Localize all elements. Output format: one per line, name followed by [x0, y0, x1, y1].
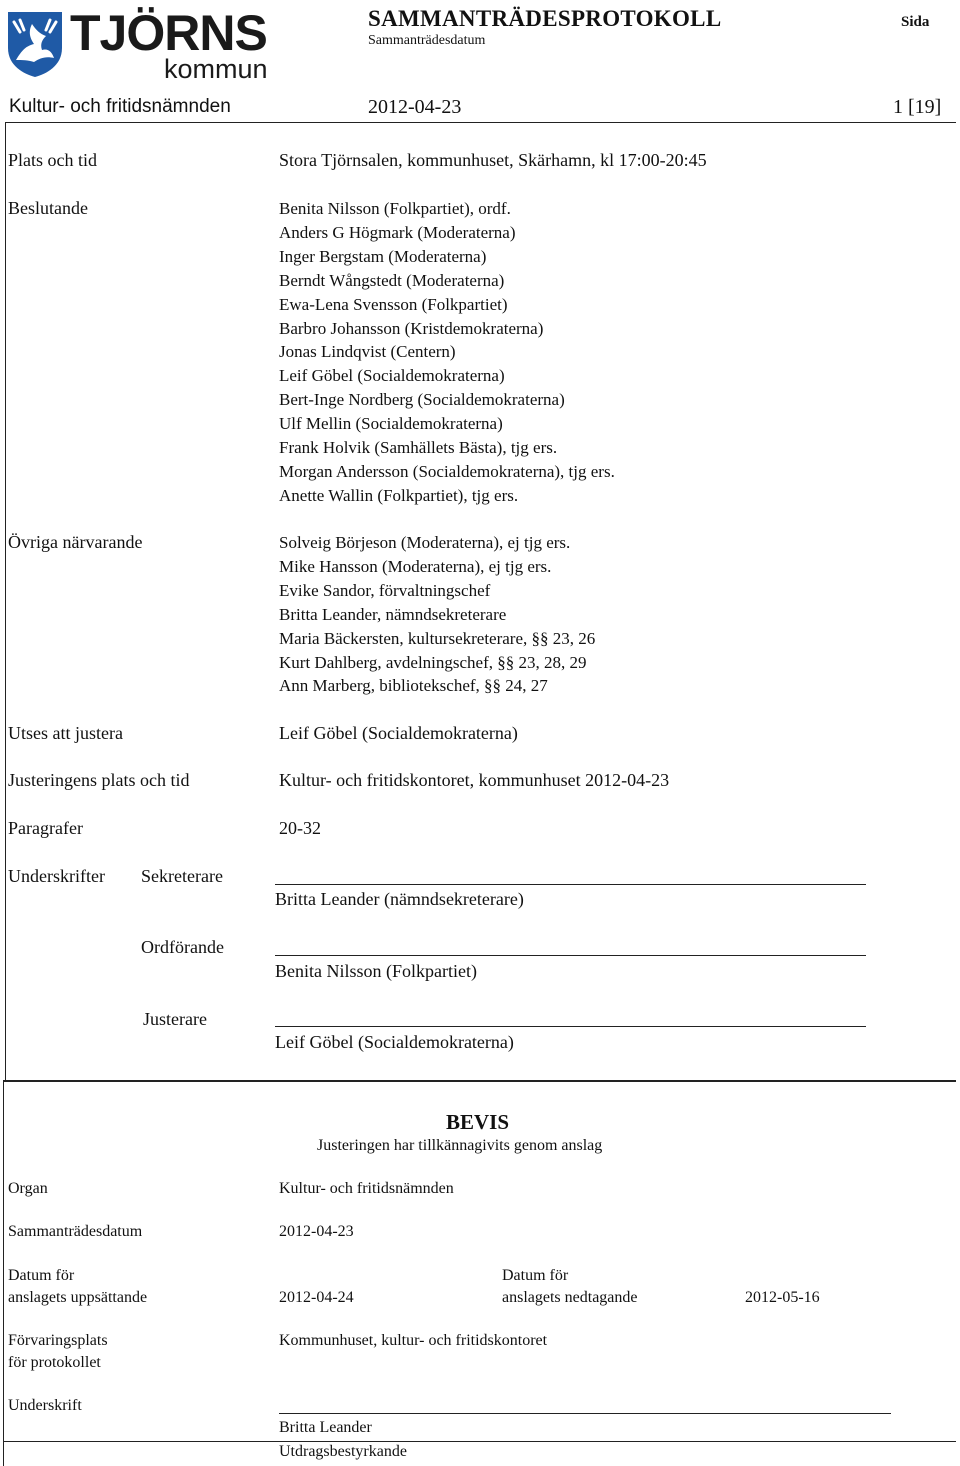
list-item: Evike Sandor, förvaltningschef: [279, 580, 491, 600]
role-secretary: Sekreterare: [141, 866, 223, 886]
coat-of-arms-icon: [6, 10, 64, 78]
signatures-label: Underskrifter: [8, 866, 105, 886]
list-item: Mike Hansson (Moderaterna), ej tjg ers.: [279, 556, 552, 576]
signature-label: Underskrift: [8, 1397, 82, 1414]
adjust-place-value: Kultur- och fritidskontoret, kommunhuset 2012-04-23: [279, 770, 670, 790]
meeting-date-label: Sammanträdesdatum: [8, 1223, 143, 1240]
document-title: SAMMANTRÄDESPROTOKOLL: [368, 6, 722, 31]
left-border-top: [5, 122, 6, 1080]
bevis-signature-line[interactable]: [279, 1413, 891, 1414]
page-label: Sida: [901, 14, 930, 30]
place-label: Plats och tid: [8, 150, 97, 170]
storage-label-line2: för protokollet: [8, 1354, 101, 1371]
adjust-place-label: Justeringens plats och tid: [8, 770, 190, 790]
header-divider: [5, 122, 956, 123]
committee-name: Kultur- och fritidsnämnden: [9, 96, 231, 117]
list-item: Benita Nilsson (Folkpartiet), ordf.: [279, 199, 511, 218]
logo-text-sub: kommun: [164, 54, 268, 84]
logo-text-main: TJÖRNS: [70, 5, 267, 61]
signature-line-adjuster[interactable]: [275, 1026, 866, 1027]
list-item: Barbro Johansson (Kristdemokraterna): [279, 318, 544, 338]
paragraphs-value: 20-32: [279, 818, 321, 838]
list-item: Morgan Andersson (Socialdemokraterna), tjg ers.: [279, 461, 615, 481]
list-item: Leif Göbel (Socialdemokraterna): [279, 366, 505, 386]
paragraphs-label: Paragrafer: [8, 818, 83, 838]
posting-value: 2012-04-24: [279, 1289, 354, 1306]
place-value: Stora Tjörnsalen, kommunhuset, Skärhamn, kl 17:00-20:45: [279, 150, 707, 170]
list-item: Frank Holvik (Samhällets Bästa), tjg ers.: [279, 438, 558, 458]
adjuster-label: Utses att justera: [8, 723, 123, 743]
signer-chair: Benita Nilsson (Folkpartiet): [275, 961, 477, 981]
role-adjuster: Justerare: [143, 1009, 207, 1029]
removal-label-line2: anslagets nedtagande: [502, 1289, 638, 1306]
extract-divider: [3, 1441, 956, 1442]
page-number: 1 [19]: [893, 96, 942, 118]
list-item: Kurt Dahlberg, avdelningschef, §§ 23, 28, 29: [279, 652, 587, 672]
deciding-label: Beslutande: [8, 198, 88, 218]
others-list: [279, 531, 595, 698]
list-item: Maria Bäckersten, kultursekreterare, §§ 23, 26: [279, 628, 596, 648]
posting-label-line1: Datum för: [8, 1267, 75, 1284]
signature-line-chair[interactable]: [275, 955, 866, 956]
organ-value: Kultur- och fritidsnämnden: [279, 1180, 454, 1197]
list-item: Ann Marberg, bibliotekschef, §§ 24, 27: [279, 676, 548, 696]
role-chair: Ordförande: [141, 937, 224, 957]
list-item: Ulf Mellin (Socialdemokraterna): [279, 414, 503, 434]
organ-label: Organ: [8, 1180, 48, 1197]
adjuster-value: Leif Göbel (Socialdemokraterna): [279, 723, 518, 743]
municipality-logo: [6, 5, 268, 84]
storage-value: Kommunhuset, kultur- och fritidskontoret: [279, 1332, 548, 1349]
storage-label-line1: Förvaringsplats: [8, 1332, 108, 1349]
signer-secretary: Britta Leander (nämndsekreterare): [275, 889, 524, 909]
document-subtitle: Sammanträdesdatum: [368, 33, 486, 48]
posting-label-line2: anslagets uppsättande: [8, 1289, 148, 1306]
bevis-title: BEVIS: [446, 1110, 510, 1134]
meeting-date-value: 2012-04-23: [279, 1223, 354, 1240]
removal-value: 2012-05-16: [745, 1289, 820, 1306]
list-item: Britta Leander, nämndsekreterare: [279, 604, 507, 624]
extract-label: Utdragsbestyrkande: [279, 1443, 407, 1460]
others-label: Övriga närvarande: [8, 532, 143, 552]
bevis-signer: Britta Leander: [279, 1419, 372, 1436]
list-item: Ewa-Lena Svensson (Folkpartiet): [279, 294, 508, 314]
signer-adjuster: Leif Göbel (Socialdemokraterna): [275, 1032, 514, 1052]
list-item: Inger Bergstam (Moderaterna): [279, 246, 487, 266]
list-item: Jonas Lindqvist (Centern): [279, 342, 456, 362]
bevis-divider: [3, 1080, 956, 1082]
list-item: Solveig Börjeson (Moderaterna), ej tjg ers.: [279, 533, 571, 552]
list-item: Berndt Wångstedt (Moderaterna): [279, 270, 505, 290]
deciding-list: [279, 197, 615, 508]
meeting-date: 2012-04-23: [368, 96, 462, 118]
list-item: Anette Wallin (Folkpartiet), tjg ers.: [279, 485, 519, 505]
removal-label-line1: Datum för: [502, 1267, 569, 1284]
list-item: Anders G Högmark (Moderaterna): [279, 222, 516, 242]
list-item: Bert-Inge Nordberg (Socialdemokraterna): [279, 390, 565, 410]
left-border-bottom: [3, 1080, 4, 1466]
signature-line-secretary[interactable]: [275, 884, 866, 885]
bevis-subtitle: Justeringen har tillkännagivits genom anslag: [317, 1137, 603, 1154]
